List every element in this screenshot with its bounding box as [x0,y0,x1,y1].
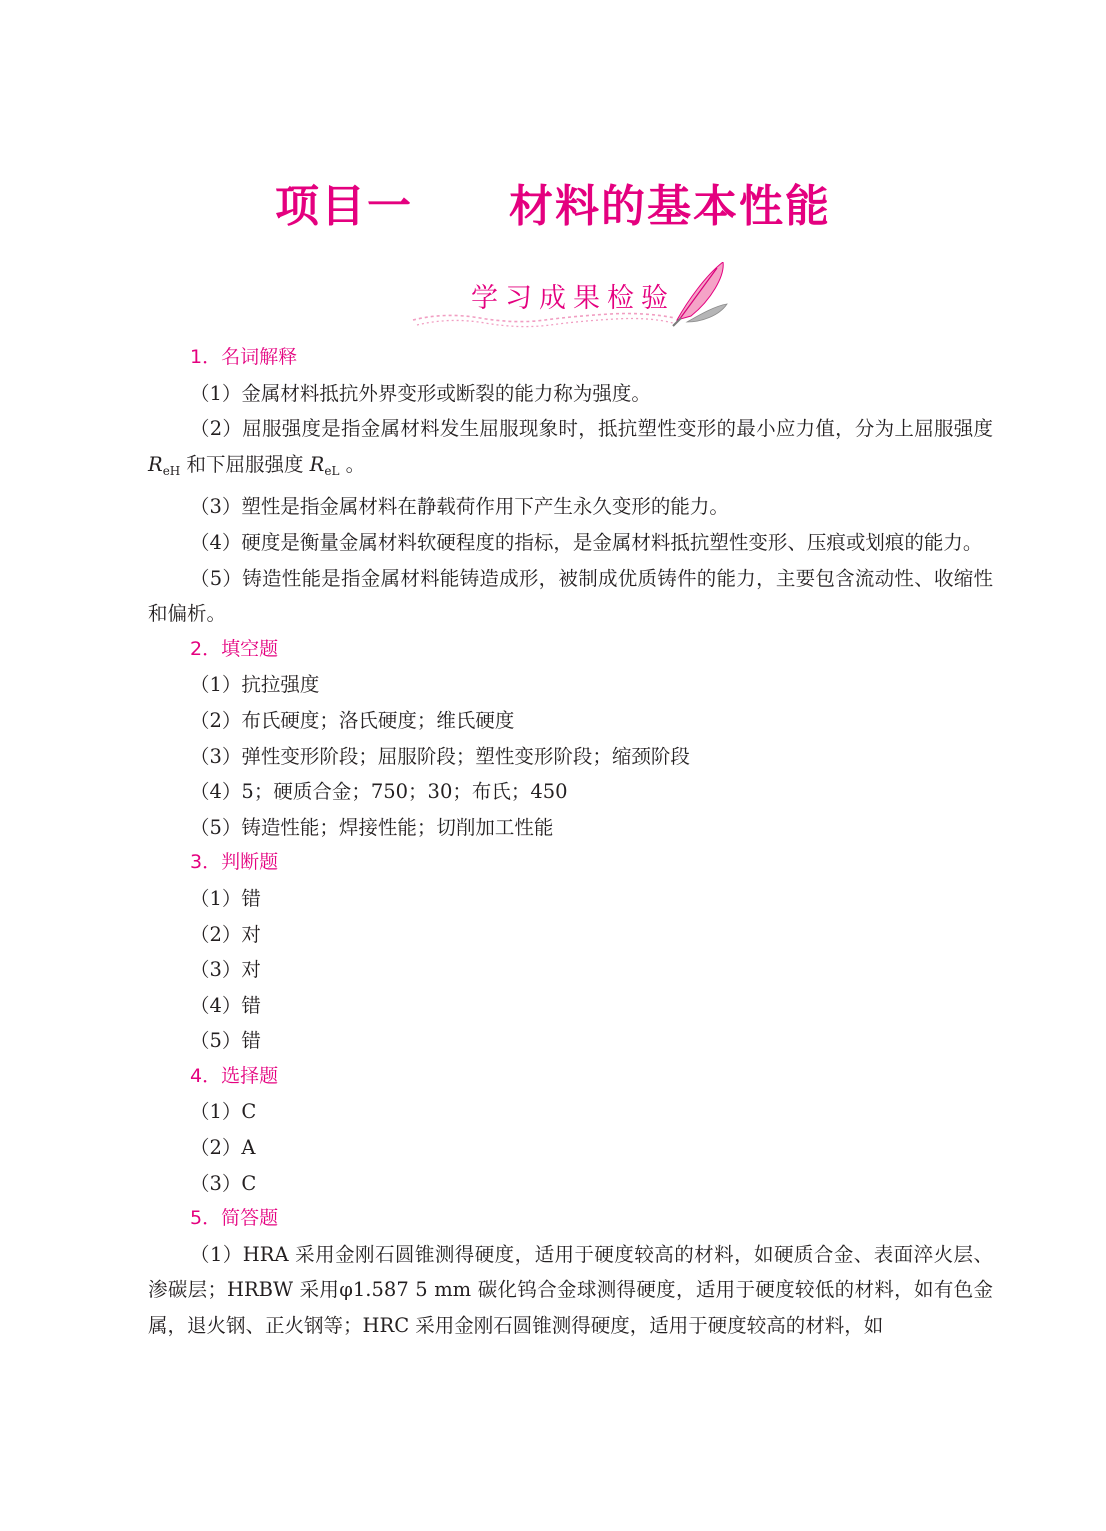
list-item: （5）铸造性能；焊接性能；切削加工性能 [190,815,554,839]
paragraph-text: 。 [339,452,366,476]
paragraph-text: （2）屈服强度是指金属材料发生屈服现象时，抵抗塑性变形的最小应力值，分为上屈服强度 [190,417,993,441]
section-heading-short-answer: 5．简答题 [190,1207,279,1230]
paragraph: （3）塑性是指金属材料在静载荷作用下产生永久变形的能力。 [190,495,729,519]
title-part-1: 项目一 [275,181,413,232]
list-item: （3）弹性变形阶段；屈服阶段；塑性变形阶段；缩颈阶段 [190,744,690,768]
paragraph: （1）HRA 采用金刚石圆锥测得硬度，适用于硬度较高的材料，如硬质合金、表面淬火层、渗碳层；HRBW 采用φ1.587 5 mm 碳化钨合金球测得硬度，适用于硬度较低的材料，如有色金属，退火钢、正火钢等；HRC 采用金刚石圆锥测得硬度，适用于硬度较高的材料，如 [148,1242,993,1338]
list-item: （3）对 [190,958,261,982]
list-item: （2）A [190,1136,256,1160]
list-item: （2）布氏硬度；洛氏硬度；维氏硬度 [190,708,515,732]
list-item: （4）错 [190,993,261,1017]
list-item: （5）错 [190,1029,261,1053]
list-item: （1）C [190,1100,257,1124]
paragraph: （4）硬度是衡量金属材料软硬程度的指标，是金属材料抵抗塑性变形、压痕或划痕的能力。 [190,530,983,554]
list-item: （3）C [190,1171,257,1195]
list-item: （4）5；硬质合金；750；30；布氏；450 [190,780,568,804]
symbol-r: R [148,452,163,476]
list-item: （2）对 [190,922,261,946]
section-heading-terms: 1．名词解释 [190,346,298,368]
answer-content [148,340,993,1344]
subscript: eH [162,463,181,478]
section-heading-multiple-choice: 4．选择题 [190,1064,279,1087]
paragraph: （1）金属材料抵抗外界变形或断裂的能力称为强度。 [190,381,651,405]
list-item: （1）错 [190,886,261,910]
section-heading-fill-blank: 2．填空题 [190,637,279,660]
feather-pen-icon [673,262,727,326]
title-part-2: 材料的基本性能 [509,181,831,232]
page-title [0,170,1106,234]
paragraph-text: 和下屈服强度 [180,452,310,476]
section-banner [405,262,735,338]
symbol-r: R [309,452,325,476]
subscript: eL [324,463,340,478]
paragraph-yield-strength [148,411,993,489]
section-heading-true-false: 3．判断题 [190,851,279,874]
banner-text: 学习成果检验 [471,283,675,314]
list-item: （1）抗拉强度 [190,673,320,697]
paragraph: （5）铸造性能是指金属材料能铸造成形，被制成优质铸件的能力，主要包含流动性、收缩性和偏析。 [148,566,993,626]
